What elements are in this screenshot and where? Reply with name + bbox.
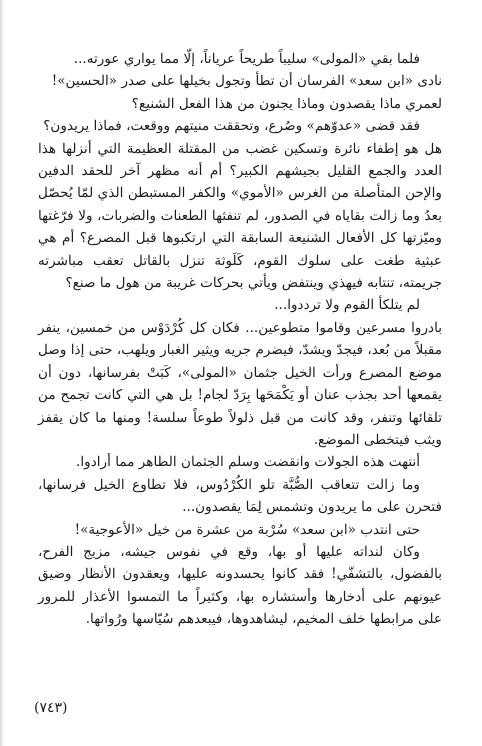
- body-text: [38, 48, 442, 631]
- paragraph-7: بادروا مسرعين وقاموا متطوعين... فكان كل كُرْدَوْس من خمسين، ينفر مقبلاً من بُعد، فيجدّ ويشدّ، فيضرم جريه ويثير الغبار ويلهب، حتى إذا وصل موضع المصرع ورأت الخيل جثمان «المولى»، كَبَتْ بفرسانها، دون أن يقمعها أحد بجذب عنان أو يَكْمَحَها بِرَدّ لجام! بل هي التي كانت تجمح من تلقائها وتنفر، وقد كانت من قبل ذلولاً طوعاً سلسة! ومنها ما كان يقفز ويثب فيتخطى الموضع.: [38, 319, 442, 448]
- paragraph-10: حتى انتدب «ابن سعد» سُرْبة من عشرة من خيل «الأعوجية»!: [74, 521, 420, 538]
- paragraph-9: وما زالت تتعاقب الصُّبَّة تلو الكُرْدُوس، فلا تطاوع الخيل فرسانها، فتحرن على ما يريدون وتشمس لِمَا يقصدون...: [38, 476, 442, 516]
- page-number: (٧٤٣): [34, 700, 68, 716]
- page-edge-shadow: [0, 0, 4, 746]
- paragraph-4: فقد قضى «عدوّهم» وصُرع، وتحققت منيتهم ووقعت، فماذا يريدون؟: [43, 118, 420, 135]
- paragraph-8: أنتهت هذه الجولات وانقضت وسلم الجثمان الطاهر مما أرادوا.: [76, 454, 420, 471]
- paragraph-11: وكان لنداته عليها أو بها، وقع في نفوس جيشه، مزيج الفرح، بالفضول، بالتشفّي! فقد كانوا يحسدونه عليها، ويعقدون الأنظار وضيق عيونهم على أدخارها وأستشاره بها، وكثيراً ما التمسوا الأعذار للمرور على مرابطها خلف المخيم، ليشاهدوها، فيبعدهم سُيّاسها ورُواتها.: [38, 543, 442, 628]
- paragraph-6: لم يتلكأ القوم ولا ترددوا...: [274, 297, 420, 314]
- paragraph-2: نادى «ابن سعد» الفرسان أن تطأ وتجول بخيلها على صدر «الحسين»!: [51, 73, 442, 90]
- paragraph-3: لعمري ماذا يقصدون وماذا يجنون من هذا الفعل الشنيع؟: [131, 95, 442, 112]
- paragraph-5: هل هو إطفاء نائرة وتسكين غضب من المقتلة العظيمة التي أنزلها هذا العدد والجمع القليل بجيشهم الكبير؟ أم أنه مظهر آخر للحقد الدفين والإحن المتأصلة من الغرس «الأموي» والكفر المستبطن الذي لمّا يُحصّل بعدُ وما زالت بقاياه في الصدور، لم تنفثها الطعنات والضربات، ولا فرّغتها وميّزتها كل الأفعال الشنيعة السابقة التي ارتكبوها قبل المصرع؟ أم هي عبثية طغت على سلوك القوم، كَلَوثة تنزل بالقاتل تعقب مباشرته جريمته، تنتابه فيهذي وينتفض ويأتي بحركات غريبة من هول ما صنع؟: [38, 140, 442, 292]
- paragraph-1: فلما بقي «المولى» سليباً طريحاً عرياناً، إلّا مما يواري عورته...: [73, 51, 420, 67]
